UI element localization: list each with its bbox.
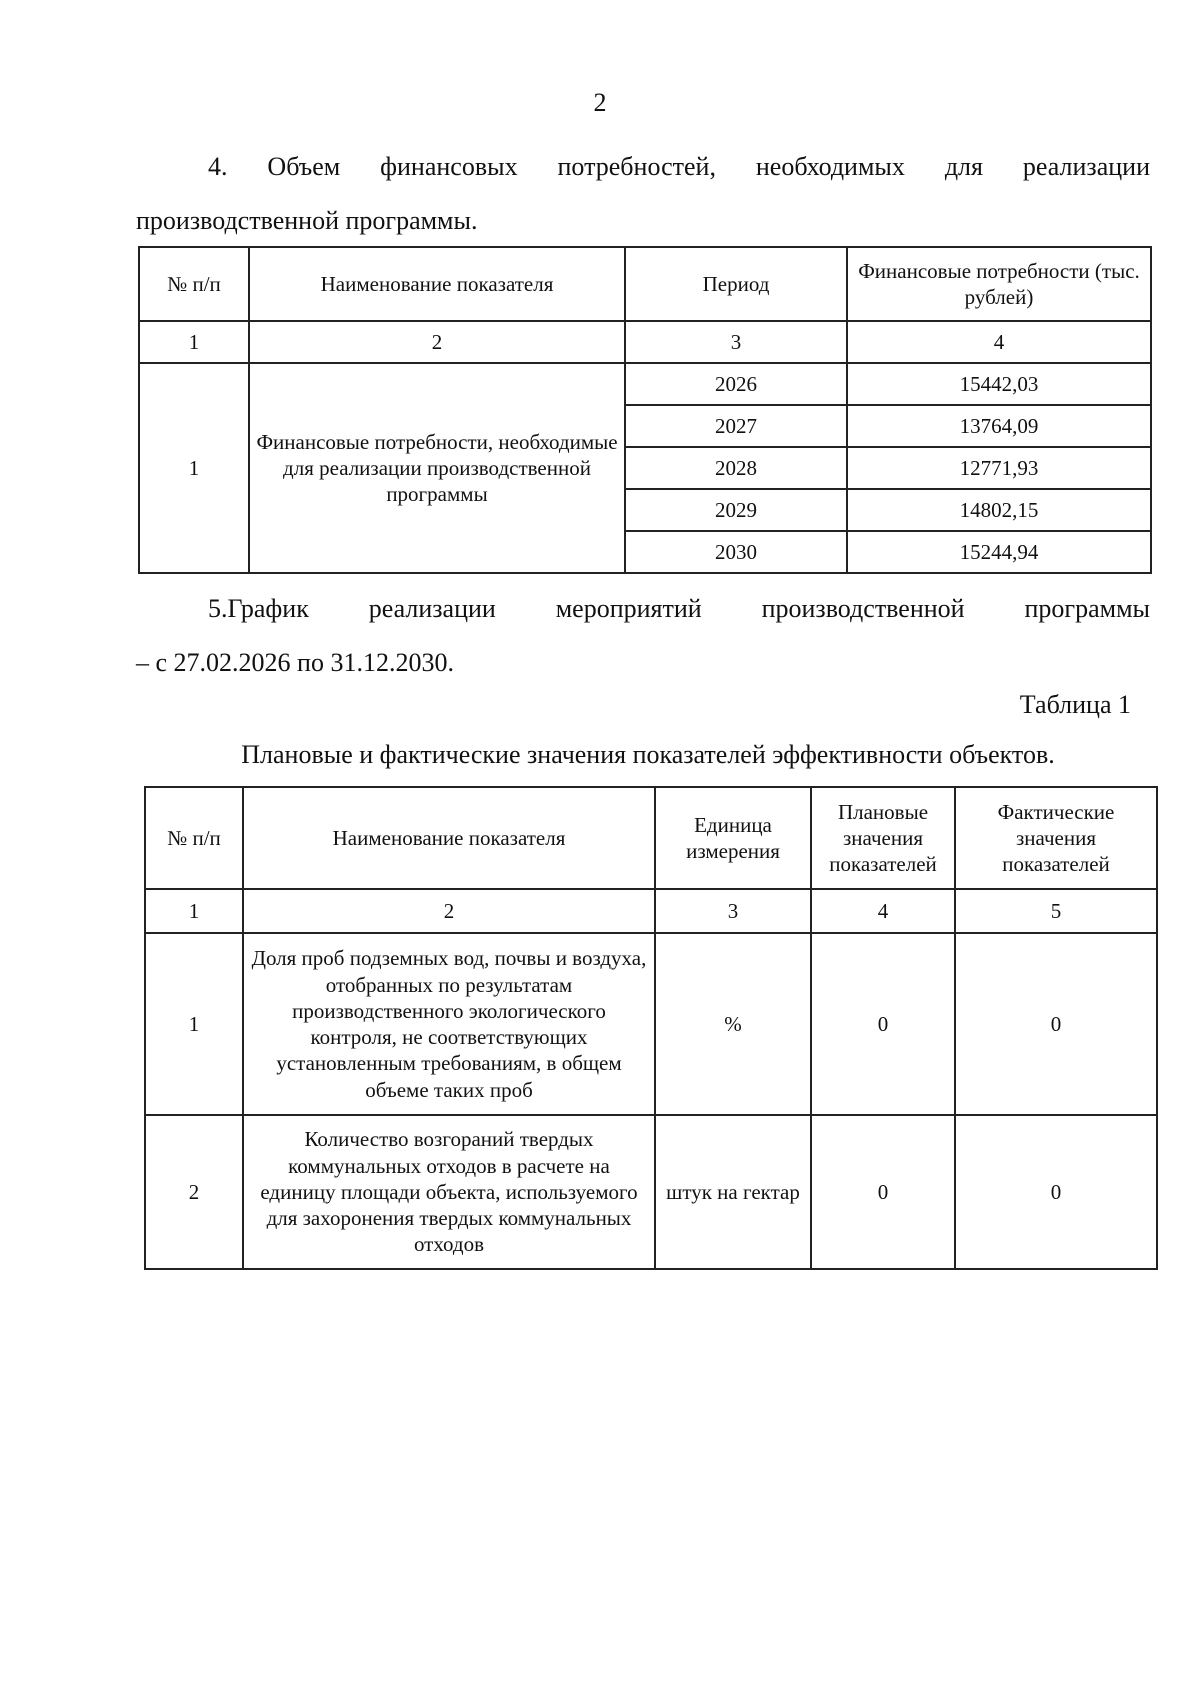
column-number-cell: 1 xyxy=(139,321,249,363)
fact-value-cell: 0 xyxy=(955,1115,1157,1269)
page-number: 2 xyxy=(593,88,607,117)
column-number-cell: 4 xyxy=(811,889,955,933)
section-4-line-2: производственной программы. xyxy=(136,206,478,235)
header-cell: № п/п xyxy=(139,247,249,321)
period-cell: 2027 xyxy=(625,405,847,447)
indicator-name-cell: Финансовые потребности, необходимые для реализации производственной программы xyxy=(249,363,625,573)
section-5-heading xyxy=(136,582,1150,690)
table-title: Плановые и фактические значения показателей эффективности объектов. xyxy=(241,740,1055,769)
section-4-line-1: 4. Объем финансовых потребностей, необходимых для реализации xyxy=(208,152,1150,181)
efficiency-indicators-table xyxy=(144,786,1158,1270)
column-number-cell: 3 xyxy=(625,321,847,363)
value-cell: 15442,03 xyxy=(847,363,1151,405)
header-cell: Наименование показателя xyxy=(249,247,625,321)
column-number-cell: 2 xyxy=(249,321,625,363)
plan-value-cell: 0 xyxy=(811,1115,955,1269)
indicator-name-cell: Количество возгораний твердых коммунальных отходов в расчете на единицу площади объекта, используемого для захоронения твердых коммунальных отходов xyxy=(243,1115,655,1269)
header-cell: Фактические значения показателей xyxy=(955,787,1157,889)
indicator-name-cell: Доля проб подземных вод, почвы и воздуха, отобранных по результатам производственного экологического контроля, не соответствующих установленным требованиям, в общем объеме таких проб xyxy=(243,933,655,1115)
column-number-cell: 3 xyxy=(655,889,811,933)
period-cell: 2026 xyxy=(625,363,847,405)
column-number-cell: 2 xyxy=(243,889,655,933)
plan-value-cell: 0 xyxy=(811,933,955,1115)
row-number-cell: 1 xyxy=(139,363,249,573)
unit-cell: штук на гектар xyxy=(655,1115,811,1269)
header-cell: Плановые значения показателей xyxy=(811,787,955,889)
header-cell: Единица измерения xyxy=(655,787,811,889)
column-number-cell: 5 xyxy=(955,889,1157,933)
column-number-cell: 4 xyxy=(847,321,1151,363)
value-cell: 14802,15 xyxy=(847,489,1151,531)
header-cell: № п/п xyxy=(145,787,243,889)
unit-cell: % xyxy=(655,933,811,1115)
section-4-heading xyxy=(136,140,1150,248)
fact-value-cell: 0 xyxy=(955,933,1157,1115)
header-cell: Период xyxy=(625,247,847,321)
section-5-line-1: 5.График реализации мероприятий производственной программы xyxy=(208,594,1150,623)
period-cell: 2028 xyxy=(625,447,847,489)
financial-needs-table xyxy=(138,246,1152,574)
row-number-cell: 2 xyxy=(145,1115,243,1269)
column-number-cell: 1 xyxy=(145,889,243,933)
header-cell: Наименование показателя xyxy=(243,787,655,889)
value-cell: 13764,09 xyxy=(847,405,1151,447)
table-caption: Таблица 1 xyxy=(1019,690,1131,719)
header-cell: Финансовые потребности (тыс. рублей) xyxy=(847,247,1151,321)
row-number-cell: 1 xyxy=(145,933,243,1115)
section-5-line-2: – с 27.02.2026 по 31.12.2030. xyxy=(136,648,454,677)
period-cell: 2029 xyxy=(625,489,847,531)
period-cell: 2030 xyxy=(625,531,847,573)
value-cell: 12771,93 xyxy=(847,447,1151,489)
value-cell: 15244,94 xyxy=(847,531,1151,573)
